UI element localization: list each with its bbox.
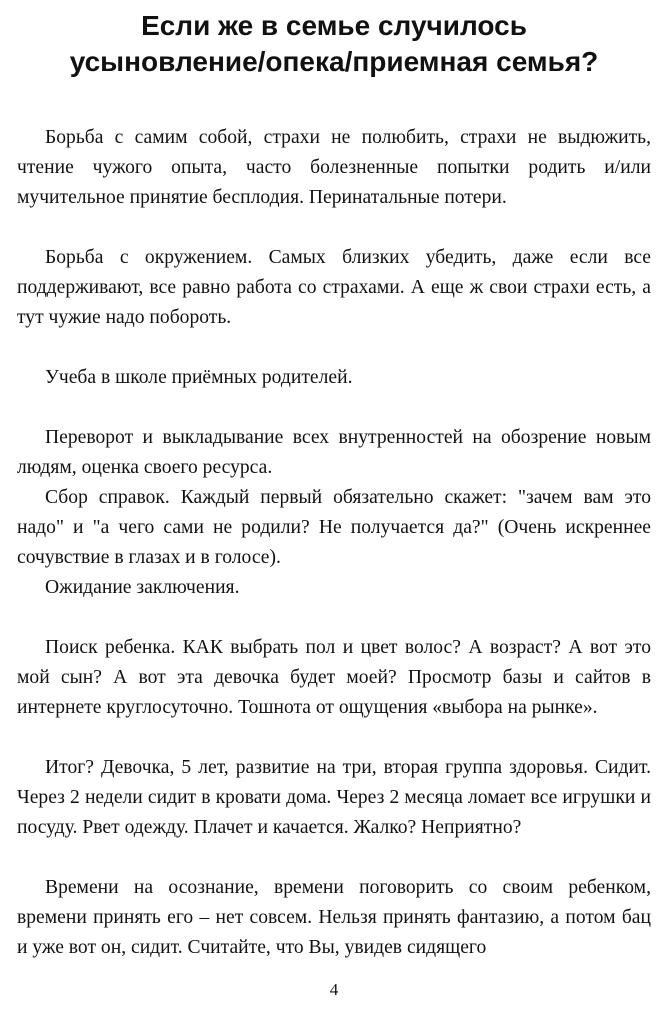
- paragraph-waiting: Ожидание заключения.: [45, 577, 240, 598]
- page-title: [17, 0, 651, 80]
- title-line-2: усыновление/опека/приемная семья?: [69, 46, 599, 77]
- body-text: [17, 123, 651, 963]
- paragraph-school: Учеба в школе приёмных родителей.: [45, 367, 353, 388]
- paragraph-upheaval: Переворот и выкладывание всех внутренностей на обозрение новым людям, оценка своего ресурса.: [17, 427, 651, 478]
- paragraph-surroundings: Борьба с окружением. Самых близких убедить, даже если все поддерживают, все равно работа со страхами. А еще ж свои страхи есть, а тут чужие надо побороть.: [17, 247, 651, 328]
- paragraph-time: Времени на осознание, времени поговорить со своим ребенком, времени принять его – нет совсем. Нельзя принять фантазию, а потом бац и уже вот он, сидит. Считайте, что Вы, увидев сидящего: [17, 877, 651, 958]
- title-line-1: Если же в семье случилось: [141, 10, 527, 41]
- paragraph-documents: Сбор справок. Каждый первый обязательно скажет: "зачем вам это надо" и "а чего сами не родили? Не получается да?" (Очень искреннее сочувствие в глазах и в голосе).: [17, 487, 651, 568]
- paragraph-search: Поиск ребенка. КАК выбрать пол и цвет волос? А возраст? А вот это мой сын? А вот эта девочка будет моей? Просмотр базы и сайтов в интернете круглосуточно. Тошнота от ощущения «выбора на рынке».: [17, 637, 651, 718]
- paragraph-self-struggle: Борьба с самим собой, страхи не полюбить, страхи не выдюжить, чтение чужого опыта, часто болезненные попытки родить и/или мучительное принятие бесплодия. Перинатальные потери.: [17, 127, 651, 208]
- paragraph-result: Итог? Девочка, 5 лет, развитие на три, вторая группа здоровья. Сидит. Через 2 недели сидит в кровати дома. Через 2 месяца ломает все игрушки и посуду. Рвет одежду. Плачет и качается. Жалко? Неприятно?: [17, 757, 651, 838]
- page-number: 4: [329, 980, 339, 999]
